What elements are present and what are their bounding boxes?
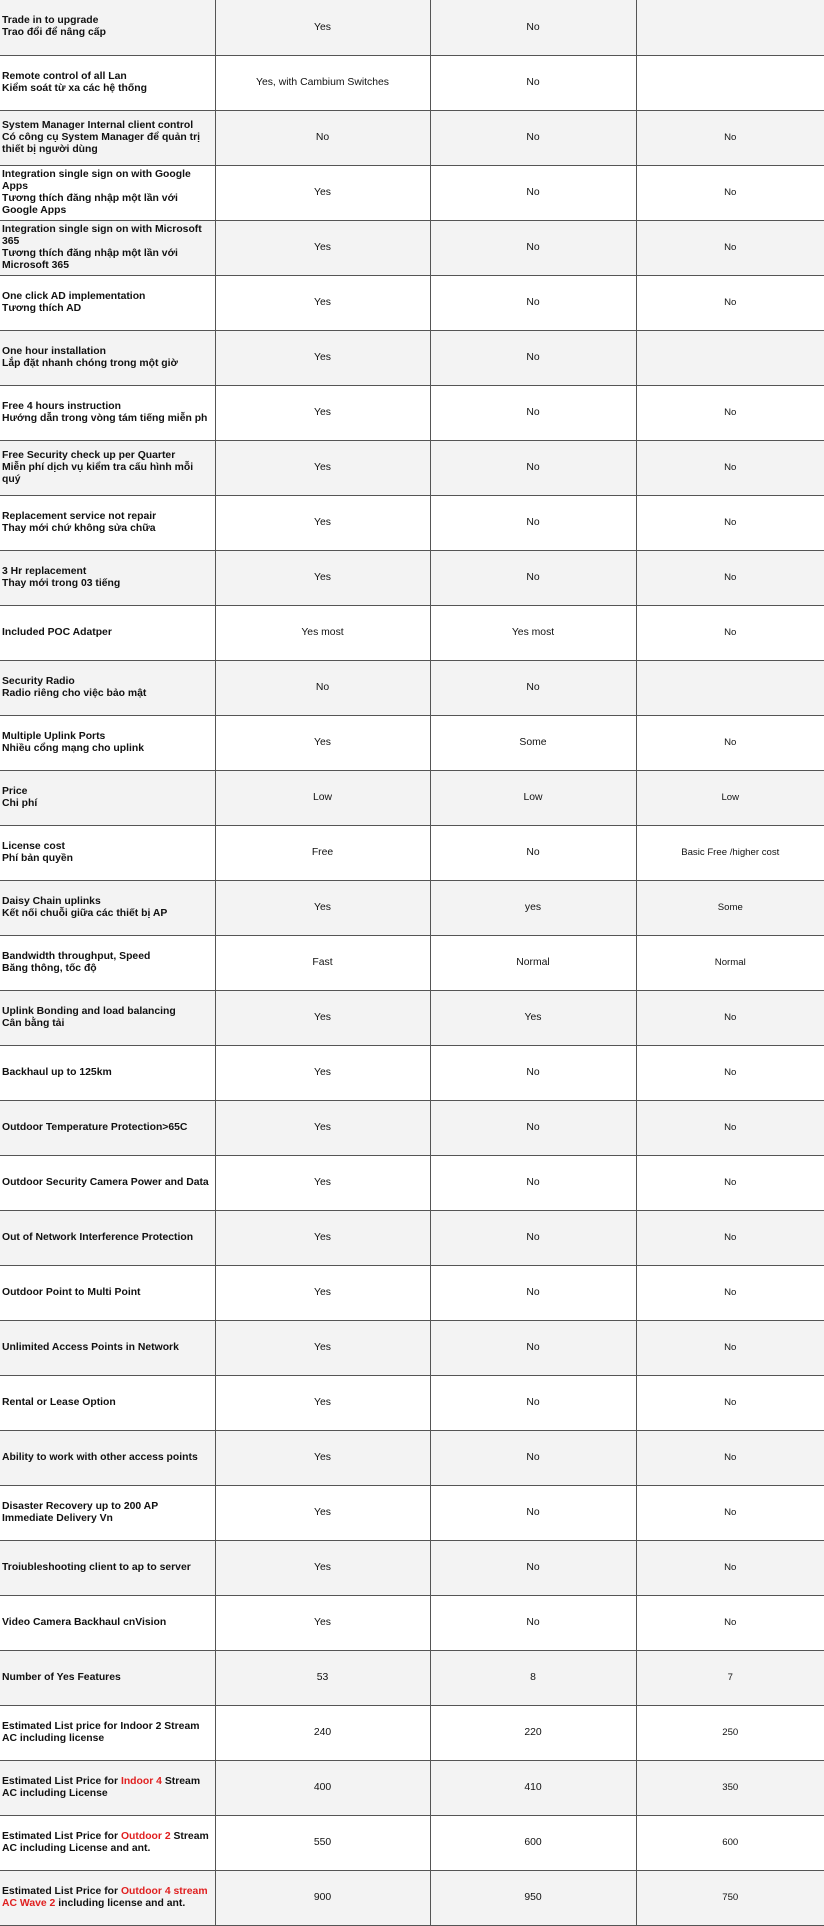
value-cell-col1: 550 bbox=[215, 1815, 430, 1870]
value-cell-col2: No bbox=[430, 440, 636, 495]
feature-cell bbox=[0, 1705, 215, 1760]
feature-name-vi: Tương thích đăng nhập một lần với Microsoft 365 bbox=[2, 247, 178, 271]
feature-cell bbox=[0, 330, 215, 385]
feature-name-en: Included POC Adatper bbox=[2, 626, 112, 638]
value-cell-col2: No bbox=[430, 0, 636, 55]
feature-cell bbox=[0, 550, 215, 605]
value-cell-col3: No bbox=[636, 1540, 824, 1595]
table-row bbox=[0, 1100, 824, 1155]
value-cell-col3: No bbox=[636, 110, 824, 165]
table-row bbox=[0, 1485, 824, 1540]
value-cell-col1: Yes bbox=[215, 1430, 430, 1485]
table-row bbox=[0, 495, 824, 550]
table-row bbox=[0, 605, 824, 660]
table-row bbox=[0, 165, 824, 220]
value-cell-col3 bbox=[636, 330, 824, 385]
feature-cell bbox=[0, 55, 215, 110]
value-cell-col1: Yes bbox=[215, 1540, 430, 1595]
value-cell-col2: No bbox=[430, 550, 636, 605]
value-cell-col3: No bbox=[636, 165, 824, 220]
value-cell-col3: Normal bbox=[636, 935, 824, 990]
feature-cell bbox=[0, 1650, 215, 1705]
value-cell-col1: 400 bbox=[215, 1760, 430, 1815]
feature-name-en: Uplink Bonding and load balancing bbox=[2, 1005, 176, 1017]
table-row bbox=[0, 1705, 824, 1760]
feature-name-en: Ability to work with other access points bbox=[2, 1451, 198, 1463]
feature-name-en: Security Radio bbox=[2, 675, 75, 687]
feature-name-en: Outdoor Temperature Protection>65C bbox=[2, 1121, 188, 1133]
value-cell-col2: No bbox=[430, 1485, 636, 1540]
feature-name-en: Bandwidth throughput, Speed bbox=[2, 950, 151, 962]
feature-name-vi: Trao đổi để nâng cấp bbox=[2, 27, 106, 39]
value-cell-col2: No bbox=[430, 1375, 636, 1430]
table-row bbox=[0, 935, 824, 990]
feature-name-vi: Miễn phí dịch vụ kiểm tra cấu hình mỗi quý bbox=[2, 461, 194, 485]
value-cell-col2: No bbox=[430, 1155, 636, 1210]
feature-name-en: Replacement service not repair bbox=[2, 510, 157, 522]
value-cell-col2: Some bbox=[430, 715, 636, 770]
value-cell-col2: No bbox=[430, 660, 636, 715]
feature-name-en: Unlimited Access Points in Network bbox=[2, 1341, 179, 1353]
feature-cell bbox=[0, 1100, 215, 1155]
value-cell-col3: No bbox=[636, 275, 824, 330]
value-cell-col3 bbox=[636, 55, 824, 110]
value-cell-col2: No bbox=[430, 275, 636, 330]
table-row bbox=[0, 110, 824, 165]
table-row bbox=[0, 1540, 824, 1595]
table-row bbox=[0, 1870, 824, 1925]
feature-name-en: Out of Network Interference Protection bbox=[2, 1231, 194, 1243]
value-cell-col1: Yes bbox=[215, 385, 430, 440]
table-row bbox=[0, 1320, 824, 1375]
feature-name-en: Integration single sign on with Google Apps bbox=[2, 168, 191, 192]
feature-name-en: Estimated List price for Indoor 2 Stream AC including license bbox=[2, 1720, 200, 1744]
value-cell-col1: 240 bbox=[215, 1705, 430, 1760]
value-cell-col3: No bbox=[636, 1430, 824, 1485]
value-cell-col3: No bbox=[636, 1320, 824, 1375]
value-cell-col3: No bbox=[636, 1100, 824, 1155]
feature-name-vi: Kết nối chuỗi giữa các thiết bị AP bbox=[2, 907, 168, 919]
feature-text: Estimated List Price for bbox=[2, 1775, 121, 1787]
value-cell-col2: 600 bbox=[430, 1815, 636, 1870]
value-cell-col1: Yes bbox=[215, 220, 430, 275]
feature-name-vi: Phí bản quyền bbox=[2, 852, 74, 864]
feature-name-en: Troiubleshooting client to ap to server bbox=[2, 1561, 191, 1573]
feature-name-vi: Tương thích AD bbox=[2, 302, 82, 314]
value-cell-col1: Free bbox=[215, 825, 430, 880]
value-cell-col3: No bbox=[636, 495, 824, 550]
feature-name-vi: Có công cụ System Manager để quản trị thiết bị người dùng bbox=[2, 131, 201, 155]
value-cell-col1: Yes bbox=[215, 1155, 430, 1210]
feature-highlight: Outdoor 4 stream AC Wave 2 bbox=[2, 1885, 208, 1909]
feature-name-en: Disaster Recovery up to 200 AP Immediate Delivery Vn bbox=[2, 1500, 158, 1524]
feature-cell bbox=[0, 660, 215, 715]
feature-cell bbox=[0, 0, 215, 55]
table-row bbox=[0, 1265, 824, 1320]
table-row bbox=[0, 1650, 824, 1705]
feature-name-vi: Thay mới trong 03 tiếng bbox=[2, 577, 121, 589]
value-cell-col3: No bbox=[636, 715, 824, 770]
value-cell-col3: No bbox=[636, 550, 824, 605]
feature-name-vi: Kiểm soát từ xa các hệ thống bbox=[2, 82, 147, 94]
value-cell-col2: 950 bbox=[430, 1870, 636, 1925]
value-cell-col1: Yes bbox=[215, 1210, 430, 1265]
value-cell-col1: Yes most bbox=[215, 605, 430, 660]
feature-cell bbox=[0, 1485, 215, 1540]
value-cell-col3: No bbox=[636, 440, 824, 495]
feature-name-vi: Radio riêng cho việc bảo mật bbox=[2, 687, 147, 699]
value-cell-col3: No bbox=[636, 385, 824, 440]
table-row bbox=[0, 330, 824, 385]
table-row bbox=[0, 0, 824, 55]
feature-name-vi: Tương thích đăng nhập một lần với Google Apps bbox=[2, 192, 178, 216]
value-cell-col3: 350 bbox=[636, 1760, 824, 1815]
feature-cell bbox=[0, 715, 215, 770]
value-cell-col2: 8 bbox=[430, 1650, 636, 1705]
feature-name-vi: Nhiều cổng mạng cho uplink bbox=[2, 742, 145, 754]
table-row bbox=[0, 1045, 824, 1100]
feature-name-en: Remote control of all Lan bbox=[2, 70, 127, 82]
feature-name-en: Free 4 hours instruction bbox=[2, 400, 121, 412]
value-cell-col3: 7 bbox=[636, 1650, 824, 1705]
value-cell-col2: No bbox=[430, 330, 636, 385]
table-row bbox=[0, 55, 824, 110]
feature-name-en: Outdoor Security Camera Power and Data bbox=[2, 1176, 209, 1188]
table-row bbox=[0, 660, 824, 715]
feature-cell bbox=[0, 495, 215, 550]
feature-name-en: One hour installation bbox=[2, 345, 106, 357]
feature-cell bbox=[0, 385, 215, 440]
feature-text: including license and ant. bbox=[55, 1897, 186, 1909]
value-cell-col2: No bbox=[430, 1540, 636, 1595]
value-cell-col2: Low bbox=[430, 770, 636, 825]
value-cell-col2: No bbox=[430, 220, 636, 275]
value-cell-col2: No bbox=[430, 825, 636, 880]
value-cell-col2: No bbox=[430, 165, 636, 220]
feature-name-en: Outdoor Point to Multi Point bbox=[2, 1286, 141, 1298]
feature-cell bbox=[0, 1815, 215, 1870]
value-cell-col2: No bbox=[430, 1320, 636, 1375]
feature-text: Stream AC including License and ant. bbox=[2, 1830, 209, 1854]
value-cell-col2: yes bbox=[430, 880, 636, 935]
value-cell-col1: Low bbox=[215, 770, 430, 825]
value-cell-col3 bbox=[636, 0, 824, 55]
value-cell-col3: No bbox=[636, 1375, 824, 1430]
feature-name-en: License cost bbox=[2, 840, 65, 852]
table-row bbox=[0, 990, 824, 1045]
value-cell-col1: Yes bbox=[215, 275, 430, 330]
feature-name-vi: Cân bằng tải bbox=[2, 1017, 65, 1029]
value-cell-col2: Normal bbox=[430, 935, 636, 990]
feature-name-en: Price bbox=[2, 785, 28, 797]
feature-name-en: One click AD implementation bbox=[2, 290, 146, 302]
value-cell-col2: No bbox=[430, 1265, 636, 1320]
feature-cell bbox=[0, 1540, 215, 1595]
value-cell-col3 bbox=[636, 660, 824, 715]
table-row bbox=[0, 1595, 824, 1650]
table-row bbox=[0, 825, 824, 880]
value-cell-col3: No bbox=[636, 1045, 824, 1100]
value-cell-col1: No bbox=[215, 660, 430, 715]
value-cell-col1: Yes bbox=[215, 990, 430, 1045]
value-cell-col1: Yes, with Cambium Switches bbox=[215, 55, 430, 110]
value-cell-col1: Yes bbox=[215, 440, 430, 495]
feature-cell bbox=[0, 1320, 215, 1375]
value-cell-col2: Yes most bbox=[430, 605, 636, 660]
value-cell-col3: No bbox=[636, 1155, 824, 1210]
feature-name-vi: Lắp đặt nhanh chóng trong một giờ bbox=[2, 357, 178, 369]
feature-cell bbox=[0, 1760, 215, 1815]
value-cell-col1: Yes bbox=[215, 495, 430, 550]
table-row bbox=[0, 1210, 824, 1265]
feature-name-vi: Thay mới chứ không sửa chữa bbox=[2, 522, 156, 534]
table-row bbox=[0, 440, 824, 495]
feature-name-en: 3 Hr replacement bbox=[2, 565, 87, 577]
value-cell-col3: No bbox=[636, 605, 824, 660]
value-cell-col3: No bbox=[636, 1210, 824, 1265]
table-row bbox=[0, 1760, 824, 1815]
table-row bbox=[0, 1155, 824, 1210]
value-cell-col1: Yes bbox=[215, 1045, 430, 1100]
feature-cell bbox=[0, 1155, 215, 1210]
table-row bbox=[0, 275, 824, 330]
table-row bbox=[0, 1815, 824, 1870]
value-cell-col2: No bbox=[430, 55, 636, 110]
feature-name-en: System Manager Internal client control bbox=[2, 119, 194, 131]
value-cell-col3: 750 bbox=[636, 1870, 824, 1925]
value-cell-col2: No bbox=[430, 1595, 636, 1650]
feature-cell bbox=[0, 1045, 215, 1100]
value-cell-col3: No bbox=[636, 1485, 824, 1540]
value-cell-col3: No bbox=[636, 1595, 824, 1650]
feature-cell bbox=[0, 275, 215, 330]
value-cell-col1: Yes bbox=[215, 330, 430, 385]
feature-name-en: Free Security check up per Quarter bbox=[2, 449, 176, 461]
feature-cell bbox=[0, 880, 215, 935]
value-cell-col3: Some bbox=[636, 880, 824, 935]
feature-cell bbox=[0, 1375, 215, 1430]
feature-cell bbox=[0, 1210, 215, 1265]
table-row bbox=[0, 220, 824, 275]
feature-highlight: Indoor 4 bbox=[120, 1775, 162, 1787]
value-cell-col2: No bbox=[430, 1045, 636, 1100]
table-row bbox=[0, 385, 824, 440]
feature-cell bbox=[0, 1870, 215, 1925]
feature-cell bbox=[0, 440, 215, 495]
table-row bbox=[0, 715, 824, 770]
value-cell-col2: No bbox=[430, 495, 636, 550]
value-cell-col1: Yes bbox=[215, 550, 430, 605]
value-cell-col2: No bbox=[430, 1430, 636, 1485]
feature-name-vi: Hướng dẫn trong vòng tám tiếng miễn ph bbox=[2, 412, 208, 424]
feature-cell bbox=[0, 110, 215, 165]
feature-text: Estimated List Price for bbox=[2, 1830, 121, 1842]
feature-cell bbox=[0, 220, 215, 275]
feature-name-en: Multiple Uplink Ports bbox=[2, 730, 106, 742]
feature-cell bbox=[0, 825, 215, 880]
value-cell-col2: 220 bbox=[430, 1705, 636, 1760]
feature-cell bbox=[0, 770, 215, 825]
value-cell-col2: 410 bbox=[430, 1760, 636, 1815]
feature-cell bbox=[0, 605, 215, 660]
feature-name-vi: Băng thông, tốc độ bbox=[2, 962, 97, 974]
value-cell-col1: Fast bbox=[215, 935, 430, 990]
feature-highlight: Outdoor 2 bbox=[120, 1830, 171, 1842]
feature-name-en: Integration single sign on with Microsoft 365 bbox=[2, 223, 202, 247]
table-row bbox=[0, 880, 824, 935]
value-cell-col1: No bbox=[215, 110, 430, 165]
table-row bbox=[0, 1430, 824, 1485]
feature-cell bbox=[0, 1595, 215, 1650]
value-cell-col1: Yes bbox=[215, 1595, 430, 1650]
value-cell-col2: No bbox=[430, 1100, 636, 1155]
feature-text: Stream AC including License bbox=[2, 1775, 201, 1799]
value-cell-col1: Yes bbox=[215, 165, 430, 220]
feature-name-en: Trade in to upgrade bbox=[2, 15, 99, 27]
value-cell-col1: Yes bbox=[215, 1265, 430, 1320]
value-cell-col3: No bbox=[636, 990, 824, 1045]
value-cell-col1: Yes bbox=[215, 1100, 430, 1155]
table-row bbox=[0, 770, 824, 825]
feature-cell bbox=[0, 1265, 215, 1320]
feature-name-en: Daisy Chain uplinks bbox=[2, 895, 101, 907]
value-cell-col1: Yes bbox=[215, 0, 430, 55]
value-cell-col1: Yes bbox=[215, 1485, 430, 1540]
value-cell-col3: No bbox=[636, 1265, 824, 1320]
value-cell-col3: Basic Free /higher cost bbox=[636, 825, 824, 880]
value-cell-col2: No bbox=[430, 385, 636, 440]
feature-cell bbox=[0, 165, 215, 220]
value-cell-col2: No bbox=[430, 110, 636, 165]
value-cell-col1: Yes bbox=[215, 1320, 430, 1375]
feature-name-vi: Chi phí bbox=[2, 797, 38, 809]
value-cell-col3: 600 bbox=[636, 1815, 824, 1870]
value-cell-col2: Yes bbox=[430, 990, 636, 1045]
value-cell-col1: 53 bbox=[215, 1650, 430, 1705]
value-cell-col1: Yes bbox=[215, 715, 430, 770]
value-cell-col1: 900 bbox=[215, 1870, 430, 1925]
feature-cell bbox=[0, 1430, 215, 1485]
feature-cell bbox=[0, 935, 215, 990]
table-row bbox=[0, 550, 824, 605]
value-cell-col3: 250 bbox=[636, 1705, 824, 1760]
value-cell-col1: Yes bbox=[215, 1375, 430, 1430]
feature-name-en: Backhaul up to 125km bbox=[2, 1066, 112, 1078]
value-cell-col3: No bbox=[636, 220, 824, 275]
feature-name-en: Number of Yes Features bbox=[2, 1671, 121, 1683]
feature-name-en: Video Camera Backhaul cnVision bbox=[2, 1616, 167, 1628]
value-cell-col2: No bbox=[430, 1210, 636, 1265]
feature-cell bbox=[0, 990, 215, 1045]
value-cell-col3: Low bbox=[636, 770, 824, 825]
feature-text: Estimated List Price for bbox=[2, 1885, 121, 1897]
table-row bbox=[0, 1375, 824, 1430]
feature-name-en: Rental or Lease Option bbox=[2, 1396, 116, 1408]
value-cell-col1: Yes bbox=[215, 880, 430, 935]
